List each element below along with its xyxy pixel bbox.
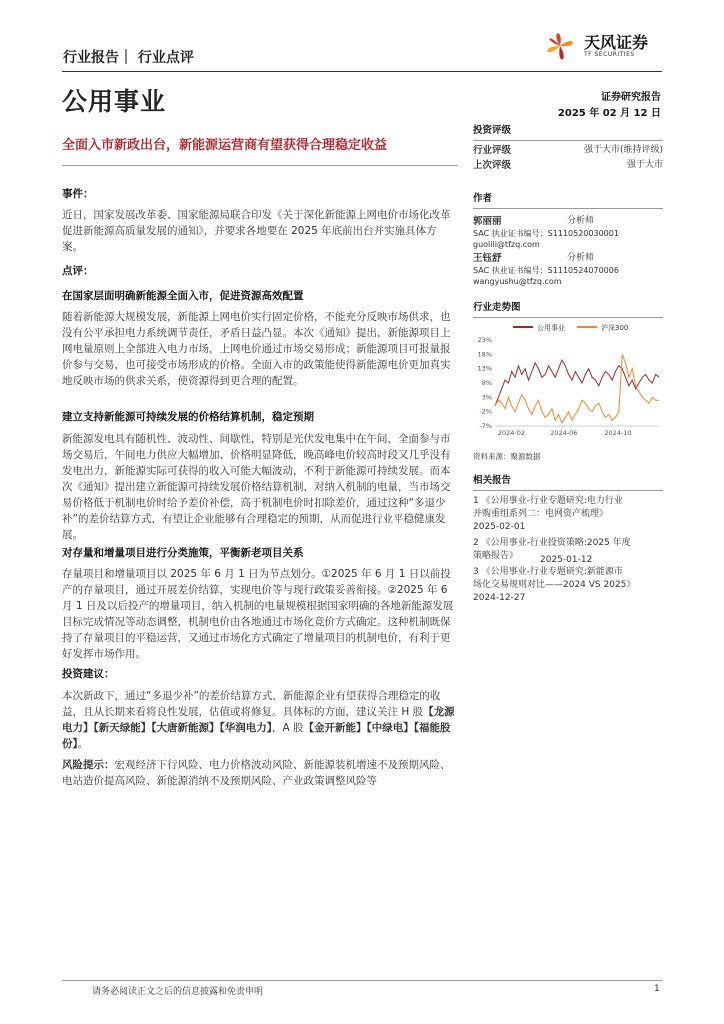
author-name: 郭丽丽 bbox=[473, 216, 502, 227]
rating-divider bbox=[473, 140, 663, 141]
chart-legend-label: 沪深300 bbox=[601, 324, 629, 332]
chart-x-tick-label: 2024-06 bbox=[550, 429, 578, 437]
chart-y-tick-label: 13% bbox=[477, 364, 492, 373]
related-report-num: 3 bbox=[473, 567, 479, 577]
related-divider bbox=[473, 490, 663, 491]
author-divider bbox=[473, 208, 663, 209]
rating-row-label: 上次评级 bbox=[473, 160, 512, 171]
author-role: 分析师 bbox=[567, 253, 595, 263]
rating-row bbox=[473, 144, 663, 157]
related-report-date: 2025-01-12 bbox=[540, 555, 593, 565]
report-type: 证券研究报告 bbox=[601, 92, 661, 103]
related-report-line2: 策略报告》 bbox=[473, 551, 519, 561]
advice-text-part1: 本次新政下，通过“多退少补”的差价结算方式，新能源企业有望获得合理稳定的收益，且从长期来看将良性发展，估值或将修复。具体标的方面，建议关注 H 股 bbox=[62, 690, 441, 718]
author-sac: SAC 执业证书编号：S1110524070006 bbox=[473, 266, 619, 275]
related-report-line2: 场化交易规则对比——2024 VS 2025》 bbox=[473, 580, 636, 590]
author-email[interactable]: guolili@tfzq.com bbox=[473, 240, 540, 249]
header-divider bbox=[62, 71, 662, 72]
chart-x-tick-label: 2024-02 bbox=[497, 429, 525, 437]
rating-title: 投资评级 bbox=[473, 125, 512, 136]
advice-text-part2: ，A 股 bbox=[272, 722, 304, 734]
chart-y-tick-label: 18% bbox=[477, 350, 492, 359]
advice-label: 投资建议： bbox=[62, 668, 115, 680]
author-email[interactable]: wangyushu@tfzq.com bbox=[473, 277, 562, 286]
footer-disclaimer: 请务必阅读正文之后的信息披露和免责申明 bbox=[92, 987, 264, 997]
risk-body: 宏观经济下行风险、电力价格波动风险、新能源装机增速不及预期风险、电站造价提高风险、新能源消纳不及预期风险、产业政策调整风险等 bbox=[62, 759, 451, 787]
chart-legend-label: 公用事业 bbox=[537, 324, 565, 332]
rating-row-label: 行业评级 bbox=[473, 145, 512, 156]
risk-label: 风险提示： bbox=[62, 759, 115, 771]
report-date: 2025 年 02 月 12 日 bbox=[557, 108, 661, 119]
author-block bbox=[473, 252, 663, 287]
rating-row-value: 强于大市 bbox=[626, 160, 663, 170]
related-report-date: 2025-02-01 bbox=[473, 522, 526, 532]
comment-label: 点评： bbox=[62, 265, 94, 277]
chart-y-tick-label: -2% bbox=[479, 407, 492, 416]
section-3-text: 存量项目和增量项目以 2025 年 6 月 1 日为节点划分。①2025 年 6 月 1 日以前投产的存量项目，通过开展差价结算，实现电价等与现行政策妥善衔接。②2025 年 6 月 1 日及以后投产的增量项目，纳入机制的电量规模根据国家明确的各地新能源发展目标完成情况等动态调整，机制电价由各地通过市场化竞价方式确定。这种机制既保持了存量项目的平稳运营，又通过市场化方式确定了增量项目的机制电价，有利于更好发挥市场作用。 bbox=[62, 568, 454, 660]
chart-source: 资料来源：聚源数据 bbox=[473, 452, 541, 461]
related-reports bbox=[473, 474, 663, 605]
headline: 全面入市新政出台，新能源运营商有望获得合理稳定收益 bbox=[62, 138, 388, 153]
headline-divider bbox=[62, 165, 457, 166]
section-2-title: 建立支持新能源可持续发展的价格结算机制，稳定预期 bbox=[62, 411, 314, 423]
logo bbox=[540, 26, 665, 66]
related-report-line2: 并购重组系列二：电网资产梳理》 bbox=[473, 509, 609, 519]
chart-y-tick-label: -7% bbox=[479, 422, 492, 430]
related-report-num: 2 bbox=[473, 538, 479, 548]
report-category: 行业报告｜ 行业点评 bbox=[63, 50, 194, 66]
rating-row bbox=[473, 159, 663, 172]
event-label: 事件： bbox=[62, 188, 94, 200]
risk-text bbox=[62, 757, 457, 789]
logo-text-cn: 天风证券 bbox=[584, 33, 649, 52]
related-title: 相关报告 bbox=[473, 475, 512, 486]
stock-list-a: 【金开新能】【中绿电】【福能股份】 bbox=[62, 722, 451, 750]
logo-text-en: TF SECURITIES bbox=[584, 51, 635, 58]
related-report-item[interactable] bbox=[473, 566, 663, 605]
related-report-line1: 《公用事业-行业投资策略:2025 年度 bbox=[481, 538, 631, 548]
related-report-line1: 《公用事业-行业专题研究:新能源市 bbox=[481, 567, 623, 577]
author-title: 作者 bbox=[473, 193, 493, 204]
event-text: 近日，国家发展改革委、国家能源局联合印发《关于深化新能源上网电价市场化改革 促进新能源高质量发展的通知》，并要求各地要在 2025 年底前出台并实施具体方案。 bbox=[62, 209, 451, 253]
author-role: 分析师 bbox=[567, 216, 595, 226]
advice-text-part3: 。 bbox=[77, 738, 89, 750]
related-report-date: 2024-12-27 bbox=[473, 593, 526, 603]
chart-y-tick-label: 23% bbox=[477, 336, 492, 344]
trend-title: 行业走势图 bbox=[473, 302, 521, 313]
author-name: 王钰舒 bbox=[473, 253, 502, 264]
section-1-text: 随着新能源大规模发展，新能源上网电价实行固定价格，不能充分反映市场供求，也没有公平承担电力系统调节责任，矛盾日益凸显。本次《通知》提出，新能源项目上网电量原则上全部进入电力市场，上网电价通过市场交易形成；新能源项目可报量报价参与交易，也可接受市场形成的价格。全面入市的政策能使得新能源电价更加真实地反映市场的供求关系，使资源得到更合理的配置。 bbox=[62, 311, 451, 387]
author-sac: SAC 执业证书编号：S1110520030001 bbox=[473, 229, 619, 238]
section-3-title: 对存量和增量项目进行分类施策，平衡新老项目关系 bbox=[62, 547, 304, 559]
chart-y-tick-label: 3% bbox=[481, 393, 492, 402]
stock-list-h: 【龙源电力】【新天绿能】【大唐新能源】【华润电力】 bbox=[62, 706, 455, 734]
logo-flower-icon bbox=[540, 26, 580, 66]
sidebar bbox=[473, 124, 663, 318]
section-1-title: 在国家层面明确新能源全面入市，促进资源高效配置 bbox=[62, 290, 304, 302]
chart-series-line-2 bbox=[495, 354, 659, 423]
industry-title: 公用事业 bbox=[62, 87, 167, 116]
chart-y-tick-label: 8% bbox=[481, 379, 492, 387]
related-report-num: 1 bbox=[473, 496, 479, 506]
footer-divider bbox=[62, 980, 662, 981]
related-report-line1: 《公用事业-行业专题研究:电力行业 bbox=[481, 496, 623, 506]
page-number: 1 bbox=[654, 984, 660, 994]
related-report-item[interactable] bbox=[473, 495, 663, 534]
advice-text bbox=[62, 688, 457, 752]
trend-chart bbox=[473, 318, 663, 438]
chart-x-tick-label: 2024-10 bbox=[604, 429, 632, 437]
author-block bbox=[473, 215, 663, 250]
rating-row-value: 强于大市(维持评级) bbox=[583, 145, 663, 155]
section-2-text: 新能源发电具有随机性、波动性、间歇性，特别是光伏发电集中在午间，全面参与市场交易后，午间电力供应大幅增加、价格明显降低，晚高峰电价较高时段又几乎没有发电出力，新能源实际可获得的收入可能大幅波动，不利于新能源可持续发展。而本次《通知》提出建立新能源可持续发展价格结算机制，对纳入机制的电量，当市场交易价格低于机制电价时给予差价补偿，高于机制电价时扣除差价，通过这种“多退少补”的差价结算方式，有望让企业能够有合理稳定的预期，从而促进行业平稳健康发展。 bbox=[62, 433, 451, 541]
